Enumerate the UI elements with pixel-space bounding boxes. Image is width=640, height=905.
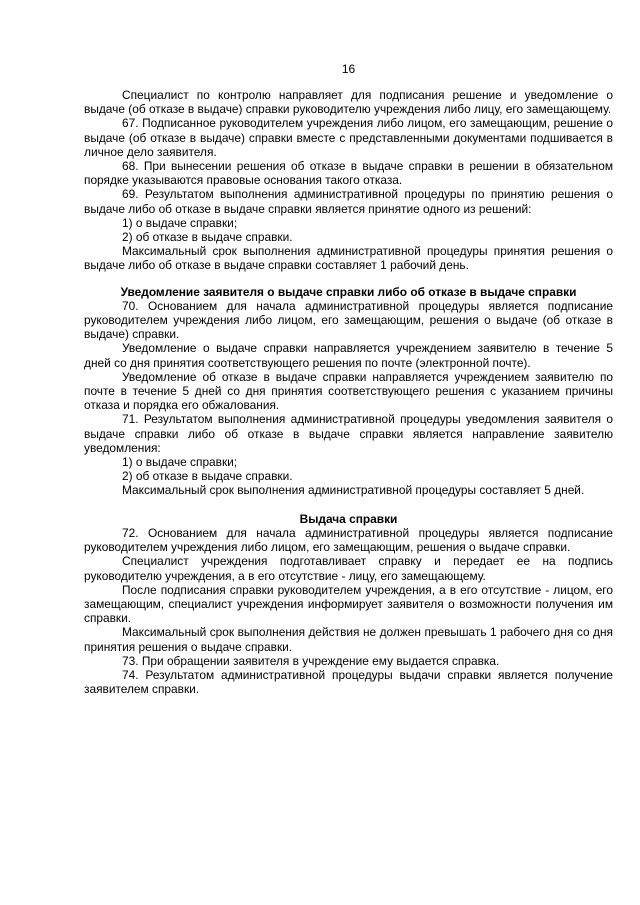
paragraph: Уведомление о выдаче справки направляется учреждением заявителю в течение 5 дней со дня принятия соответствующего решения по почте (электронной почте). xyxy=(84,341,613,370)
paragraph-73: 73. При обращении заявителя в учреждение ему выдается справка. xyxy=(122,653,500,668)
paragraph-68: 68. При вынесении решения об отказе в выдаче справки в решении в обязательном порядке указываются правовые основания такого отказа. xyxy=(84,159,613,188)
list-item: 1) о выдаче справки; xyxy=(122,215,238,230)
paragraph: Уведомление об отказе в выдаче справки направляется учреждением заявителю по почте в течение 5 дней со дня принятия соответствующего решения с указанием причины отказа и порядка его обжалования. xyxy=(84,369,613,413)
paragraph: После подписания справки руководителем учреждения, а в его отсутствие - лицом, его замещающим, специалист учреждения информирует заявителя о возможности получения им справки. xyxy=(84,582,613,626)
paragraph-max-term: Максимальный срок выполнения административной процедуры составляет 5 дней. xyxy=(122,483,585,498)
section-decision xyxy=(84,88,613,273)
section-issuance xyxy=(84,512,613,697)
paragraph-74: 74. Результатом административной процедуры выдачи справки является получение заявителем справки. xyxy=(84,667,613,697)
list-item: 1) о выдаче справки; xyxy=(122,455,238,470)
section-notification xyxy=(84,285,613,498)
paragraph-max-term: Максимальный срок выполнения административной процедуры принятия решения о выдаче либо об отказе в выдаче справки составляет 1 рабочий день. xyxy=(84,244,613,273)
list-item: 2) об отказе в выдаче справки. xyxy=(122,469,293,484)
section-heading: Уведомление заявителя о выдаче справки либо об отказе в выдаче справки xyxy=(120,284,577,299)
paragraph-71: 71. Результатом выполнения административной процедуры уведомления заявителя о выдаче справки либо об отказе в выдаче справки является направление заявителю уведомления: xyxy=(84,412,613,455)
list-item: 2) об отказе в выдаче справки. xyxy=(122,230,293,245)
page-number: 16 xyxy=(341,62,356,76)
paragraph-67: 67. Подписанное руководителем учреждения либо лицом, его замещающим, решение о выдаче (об отказе в выдаче) справки вместе с представленными документами подшивается в личное дело заявителя. xyxy=(84,116,613,159)
paragraph-72: 72. Основанием для начала административной процедуры является подписание руководителем учреждения либо лицом, его замещающим, решения о выдаче справки. xyxy=(84,525,613,555)
section-heading: Выдача справки xyxy=(299,511,398,526)
paragraph-69: 69. Результатом выполнения административной процедуры по принятию решения о выдаче либо об отказе в выдаче справки является принятие одного из решений: xyxy=(84,187,613,216)
paragraph-max-term: Максимальный срок выполнения действия не должен превышать 1 рабочего дня со дня принятия решения о выдаче справки. xyxy=(84,625,613,654)
paragraph: Специалист по контролю направляет для подписания решение и уведомление о выдаче (об отказе в выдаче) справки руководителю учреждения либо лицу, его замещающему. xyxy=(84,88,613,117)
paragraph-70: 70. Основанием для начала административной процедуры является подписание руководителем учреждения либо лицом, его замещающим, решения о выдаче (об отказе в выдаче) справки. xyxy=(84,298,613,342)
paragraph: Специалист учреждения подготавливает справку и передает ее на подпись руководителю учреждения, а в его отсутствие - лицу, его замещающему. xyxy=(84,554,613,583)
